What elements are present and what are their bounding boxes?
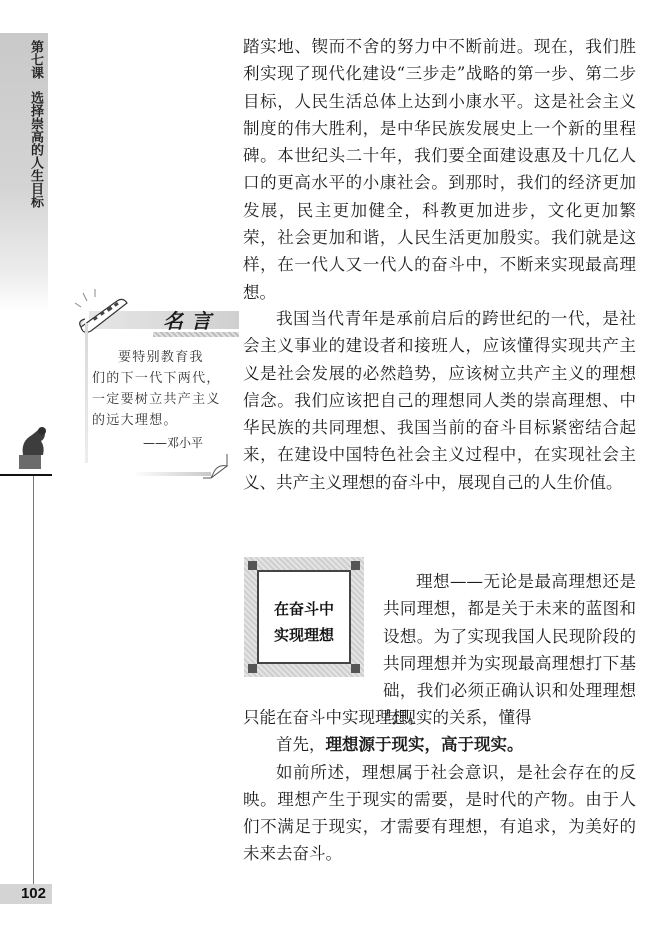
lesson-number: 第七课 [28, 40, 43, 79]
quote-text: 要特别教育我 们的下一代下两代，一定要树立共产主义的远大理想。 [92, 350, 221, 428]
quote-title: 名言 [163, 309, 219, 333]
corner-ornament [248, 664, 257, 673]
quote-frame-bottom [133, 472, 211, 476]
section-body: 只能在奋斗中实现理想。 首先，理想源于现实，高于现实。 如前所述，理想属于社会意识，是社会存在的反映。理想产生于现实的需要，是时代的产物。由于人们不满足于现实，才需要有理想，有追求，为美好的未来去奋斗。 [243, 708, 636, 864]
quote-frame-left [85, 323, 88, 463]
body-paragraph-1: 踏实地、锲而不舍的努力中不断前进。现在，我们胜利实现了现代化建设“三步走”战略的第一步、第二步目标，人民生活总体上达到小康水平。这是社会主义制度的伟大胜利，是中华民族发展史上一个新的里程碑。本世纪头二十年，我们要全面建设惠及十几亿人口的更高水平的小康社会。到那时，我们的经济更加发展，民主更加健全，科教更加进步，文化更加繁荣，社会更加和谐，人民生活更加殷实。我们就是这样，在一代人又一代人的奋斗中，不断来实现最高理想。 [243, 37, 636, 302]
margin-divider-vertical [33, 476, 34, 884]
famous-quote-box [73, 287, 231, 467]
body-paragraph-2: 我国当代青年是承前启后的跨世纪的一代，是社会主义事业的建设者和接班人，应该懂得实现共产主义是社会发展的必然趋势，应该树立共产主义的理想信念。我们应该把自己的理想同人类的崇高理想、中华民族的共同理想、我国当前的奋斗目标紧密结合起来，在建设中国特色社会主义过程中，在实现社会主义、共产主义理想的奋斗中，展现自己的人生价值。 [243, 309, 636, 492]
corner-ornament [351, 664, 360, 673]
newspaper-scroll-icon [73, 287, 133, 337]
lesson-title: 选择崇高的人生目标 [28, 91, 43, 208]
section-heading-box [244, 557, 364, 677]
chapter-side-title [26, 40, 44, 208]
page-number-box [0, 884, 52, 904]
margin-divider-horizontal [0, 474, 52, 476]
section-intro-paragraph: 理想——无论是最高理想还是共同理想，都是关于未来的蓝图和设想。为了实现我国人民现阶段的共同理想并为实现最高理想打下基础，我们必须正确认识和处理理想与现实的关系，懂得 [383, 572, 636, 728]
corner-ornament [248, 561, 257, 570]
page-number: 102 [20, 885, 46, 902]
key-point-bold: 理想源于现实，高于现实。 [325, 735, 524, 755]
key-point: 首先，理想源于现实，高于现实。 [276, 735, 524, 755]
corner-ornament [351, 561, 360, 570]
quote-author: ——邓小平 [143, 436, 204, 450]
thinker-statue-icon [15, 425, 53, 469]
section-box-inner [257, 570, 351, 664]
section-title: 在奋斗中 实现理想 [273, 600, 334, 644]
